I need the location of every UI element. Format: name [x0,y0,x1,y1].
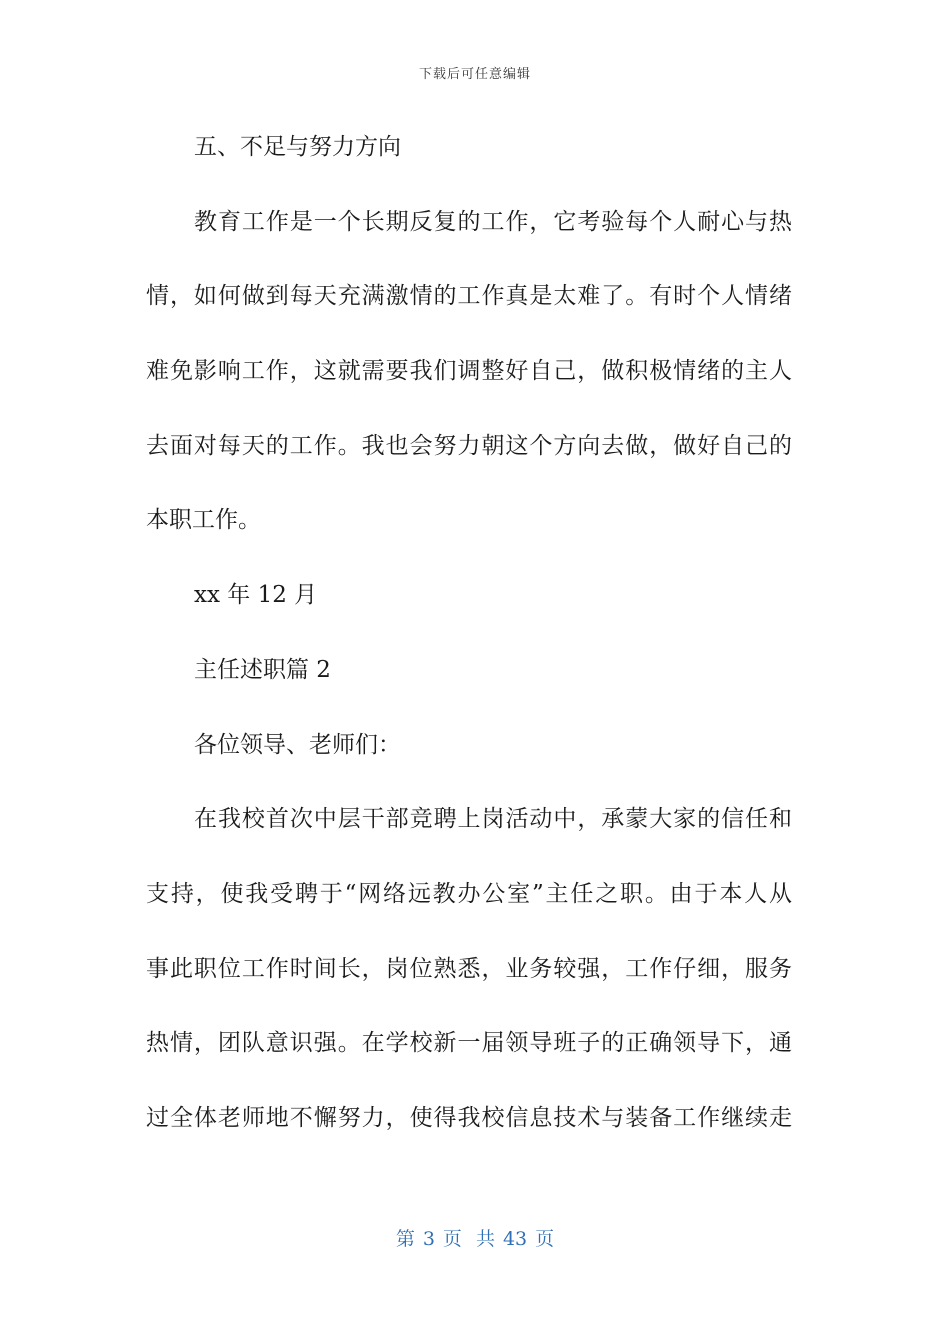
footer-current-page: 3 [422,1228,435,1250]
body-line: 热情，团队意识强。在学校新一届领导班子的正确领导下，通 [146,1030,792,1057]
body-line: 在我校首次中层干部竞聘上岗活动中，承蒙大家的信任和 [194,806,792,833]
page-header: 下载后可任意编辑 [418,67,531,82]
body-line: 五、不足与努力方向 [194,134,401,160]
body-line: 情，如何做到每天充满激情的工作真是太难了。有时个人情绪 [146,283,792,310]
body-line: 过全体老师地不懈努力，使得我校信息技术与装备工作继续走 [146,1104,792,1131]
body-line: 教育工作是一个长期反复的工作，它考验每个人耐心与热 [194,208,792,235]
salutation: 各位领导、老师们： [194,731,401,758]
footer-suffix: 页 [535,1228,555,1250]
footer-prefix: 第 [395,1228,415,1250]
date-line: xx 年 12 月 [194,582,318,609]
footer-middle: 页 共 [442,1228,495,1250]
body-line: 事此职位工作时间长，岗位熟悉，业务较强，工作仔细，服务 [146,955,792,982]
footer-total-pages: 43 [502,1228,528,1250]
page-footer [0,1226,950,1252]
section-title: 主任述职篇 2 [194,656,331,683]
document-body [146,120,792,1166]
body-line: 去面对每天的工作。我也会努力朝这个方向去做，做好自己的 [146,432,792,459]
body-line: 难免影响工作，这就需要我们调整好自己，做积极情绪的主人 [146,358,792,385]
body-line: 支持，使我受聘于“网络远教办公室”主任之职。由于本人从 [146,880,792,907]
body-line: 本职工作。 [146,507,261,534]
